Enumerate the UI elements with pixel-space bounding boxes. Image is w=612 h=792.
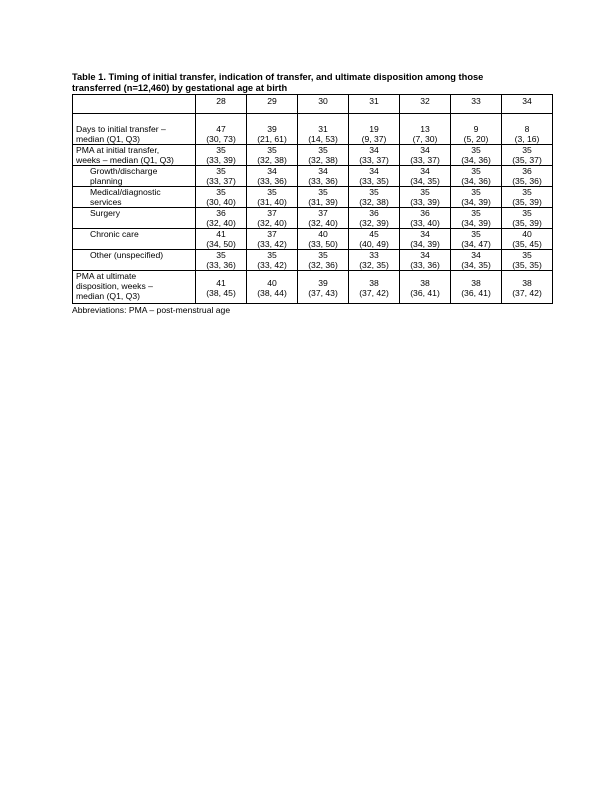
quartile-range: (34, 36) xyxy=(461,155,491,165)
value-cell xyxy=(298,208,349,229)
median-value: 37 xyxy=(318,208,328,218)
median-value: 35 xyxy=(318,145,328,155)
quartile-range: (31, 40) xyxy=(257,197,287,207)
quartile-range: (35, 45) xyxy=(512,239,542,249)
column-header: 30 xyxy=(298,95,349,114)
value-cell xyxy=(298,114,349,145)
table-row xyxy=(73,229,553,250)
quartile-range: (5, 20) xyxy=(463,134,489,144)
row-label-line: Days to initial transfer – xyxy=(76,124,166,134)
value-cell xyxy=(298,271,349,304)
quartile-range: (34, 47) xyxy=(461,239,491,249)
quartile-range: (30, 40) xyxy=(206,197,236,207)
quartile-range: (37, 42) xyxy=(512,288,542,298)
column-header: 34 xyxy=(502,95,553,114)
row-label-cell xyxy=(73,208,196,229)
row-label-cell xyxy=(73,229,196,250)
median-value: 40 xyxy=(522,229,532,239)
quartile-range: (30, 73) xyxy=(206,134,236,144)
median-value: 35 xyxy=(318,250,328,260)
value-cell xyxy=(502,250,553,271)
value-cell xyxy=(400,271,451,304)
value-cell xyxy=(451,187,502,208)
median-value: 34 xyxy=(420,250,430,260)
value-cell xyxy=(502,271,553,304)
value-cell xyxy=(196,114,247,145)
quartile-range: (35, 37) xyxy=(512,155,542,165)
row-label-line: PMA at ultimate xyxy=(76,271,137,281)
table-row xyxy=(73,166,553,187)
document-page xyxy=(72,72,552,316)
median-value: 19 xyxy=(369,124,379,134)
value-cell xyxy=(247,114,298,145)
median-value: 35 xyxy=(267,187,277,197)
quartile-range: (14, 53) xyxy=(308,134,338,144)
row-label-line: disposition, weeks – xyxy=(76,281,153,291)
quartile-range: (37, 43) xyxy=(308,288,338,298)
table-caption-line-1: Table 1. Timing of initial transfer, indication of transfer, and ultimate disposition among those xyxy=(72,72,484,82)
value-cell xyxy=(349,187,400,208)
value-cell xyxy=(349,271,400,304)
table-caption-line-2: transferred (n=12,460) by gestational age at birth xyxy=(72,83,288,93)
value-cell xyxy=(400,187,451,208)
value-cell xyxy=(298,250,349,271)
value-cell xyxy=(451,114,502,145)
value-cell xyxy=(400,208,451,229)
quartile-range: (38, 44) xyxy=(257,288,287,298)
value-cell xyxy=(451,208,502,229)
quartile-range: (32, 38) xyxy=(308,155,338,165)
value-cell xyxy=(400,250,451,271)
median-value: 34 xyxy=(267,166,277,176)
value-cell xyxy=(247,208,298,229)
row-label-line: median (Q1, Q3) xyxy=(76,134,140,144)
quartile-range: (33, 42) xyxy=(257,239,287,249)
value-cell xyxy=(247,250,298,271)
median-value: 40 xyxy=(318,229,328,239)
median-value: 35 xyxy=(267,250,277,260)
value-cell xyxy=(298,145,349,166)
table-row xyxy=(73,145,553,166)
table-row xyxy=(73,187,553,208)
value-cell xyxy=(400,229,451,250)
quartile-range: (35, 36) xyxy=(512,176,542,186)
median-value: 39 xyxy=(318,278,328,288)
value-cell xyxy=(196,229,247,250)
value-cell xyxy=(196,208,247,229)
median-value: 38 xyxy=(420,278,430,288)
quartile-range: (36, 41) xyxy=(461,288,491,298)
quartile-range: (33, 37) xyxy=(206,176,236,186)
data-table xyxy=(72,94,553,304)
quartile-range: (32, 35) xyxy=(359,260,389,270)
value-cell xyxy=(451,250,502,271)
value-cell xyxy=(451,145,502,166)
quartile-range: (33, 36) xyxy=(308,176,338,186)
value-cell xyxy=(400,114,451,145)
quartile-range: (35, 39) xyxy=(512,218,542,228)
column-header: 33 xyxy=(451,95,502,114)
row-label-line: Medical/diagnostic xyxy=(90,187,161,197)
quartile-range: (34, 35) xyxy=(461,260,491,270)
table-caption xyxy=(72,72,552,94)
median-value: 40 xyxy=(267,278,277,288)
value-cell xyxy=(502,145,553,166)
median-value: 35 xyxy=(522,250,532,260)
quartile-range: (32, 40) xyxy=(206,218,236,228)
quartile-range: (33, 40) xyxy=(410,218,440,228)
quartile-range: (36, 41) xyxy=(410,288,440,298)
value-cell xyxy=(247,187,298,208)
quartile-range: (32, 40) xyxy=(308,218,338,228)
table-body xyxy=(73,114,553,304)
quartile-range: (33, 36) xyxy=(410,260,440,270)
quartile-range: (9, 37) xyxy=(361,134,387,144)
header-row xyxy=(73,95,553,114)
value-cell xyxy=(451,229,502,250)
value-cell xyxy=(349,114,400,145)
quartile-range: (32, 40) xyxy=(257,218,287,228)
median-value: 34 xyxy=(369,166,379,176)
quartile-range: (3, 16) xyxy=(514,134,540,144)
quartile-range: (34, 35) xyxy=(410,176,440,186)
median-value: 34 xyxy=(369,145,379,155)
quartile-range: (32, 36) xyxy=(308,260,338,270)
quartile-range: (7, 30) xyxy=(412,134,438,144)
median-value: 45 xyxy=(369,229,379,239)
value-cell xyxy=(298,166,349,187)
row-label-cell xyxy=(73,187,196,208)
value-cell xyxy=(400,166,451,187)
value-cell xyxy=(502,114,553,145)
row-label-cell xyxy=(73,114,196,145)
median-value: 36 xyxy=(522,166,532,176)
median-value: 35 xyxy=(216,250,226,260)
median-value: 36 xyxy=(216,208,226,218)
row-label-line: median (Q1, Q3) xyxy=(76,291,140,301)
quartile-range: (21, 61) xyxy=(257,134,287,144)
quartile-range: (33, 36) xyxy=(257,176,287,186)
median-value: 38 xyxy=(369,278,379,288)
median-value: 35 xyxy=(420,187,430,197)
value-cell xyxy=(502,187,553,208)
quartile-range: (35, 39) xyxy=(512,197,542,207)
row-label-line: planning xyxy=(90,176,123,186)
row-label-line: Other (unspecified) xyxy=(90,250,164,260)
row-label-cell xyxy=(73,250,196,271)
value-cell xyxy=(349,145,400,166)
quartile-range: (32, 38) xyxy=(359,197,389,207)
quartile-range: (31, 39) xyxy=(308,197,338,207)
median-value: 36 xyxy=(420,208,430,218)
median-value: 35 xyxy=(471,166,481,176)
table-row xyxy=(73,208,553,229)
row-label-line: PMA at initial transfer, xyxy=(76,145,160,155)
table-row xyxy=(73,114,553,145)
table-row xyxy=(73,271,553,304)
median-value: 41 xyxy=(216,278,226,288)
quartile-range: (34, 50) xyxy=(206,239,236,249)
quartile-range: (33, 42) xyxy=(257,260,287,270)
quartile-range: (32, 39) xyxy=(359,218,389,228)
value-cell xyxy=(196,145,247,166)
value-cell xyxy=(247,145,298,166)
quartile-range: (34, 36) xyxy=(461,176,491,186)
quartile-range: (34, 39) xyxy=(461,197,491,207)
quartile-range: (33, 36) xyxy=(206,260,236,270)
median-value: 37 xyxy=(267,208,277,218)
row-label-line: services xyxy=(90,197,122,207)
median-value: 35 xyxy=(522,145,532,155)
value-cell xyxy=(349,229,400,250)
median-value: 35 xyxy=(318,187,328,197)
value-cell xyxy=(451,271,502,304)
median-value: 35 xyxy=(369,187,379,197)
median-value: 35 xyxy=(471,187,481,197)
median-value: 35 xyxy=(471,145,481,155)
value-cell xyxy=(349,250,400,271)
row-label-cell xyxy=(73,271,196,304)
median-value: 35 xyxy=(522,208,532,218)
median-value: 38 xyxy=(522,278,532,288)
value-cell xyxy=(196,166,247,187)
row-label-cell xyxy=(73,166,196,187)
value-cell xyxy=(298,229,349,250)
median-value: 34 xyxy=(318,166,328,176)
row-label-line: Growth/discharge xyxy=(90,166,158,176)
value-cell xyxy=(247,166,298,187)
median-value: 35 xyxy=(216,145,226,155)
value-cell xyxy=(451,166,502,187)
median-value: 9 xyxy=(473,124,479,134)
median-value: 31 xyxy=(318,124,328,134)
median-value: 34 xyxy=(420,229,430,239)
quartile-range: (37, 42) xyxy=(359,288,389,298)
median-value: 33 xyxy=(369,250,379,260)
quartile-range: (33, 39) xyxy=(410,197,440,207)
quartile-range: (33, 35) xyxy=(359,176,389,186)
value-cell xyxy=(502,166,553,187)
quartile-range: (38, 45) xyxy=(206,288,236,298)
value-cell xyxy=(196,271,247,304)
value-cell xyxy=(502,208,553,229)
abbreviations-note: Abbreviations: PMA – post-menstrual age xyxy=(72,305,231,315)
row-label-line: Chronic care xyxy=(90,229,139,239)
row-label-cell xyxy=(73,145,196,166)
quartile-range: (40, 49) xyxy=(359,239,389,249)
value-cell xyxy=(196,187,247,208)
column-header: 28 xyxy=(196,95,247,114)
quartile-range: (34, 39) xyxy=(461,218,491,228)
value-cell xyxy=(349,208,400,229)
median-value: 35 xyxy=(471,208,481,218)
median-value: 35 xyxy=(522,187,532,197)
quartile-range: (33, 50) xyxy=(308,239,338,249)
table-row xyxy=(73,250,553,271)
median-value: 34 xyxy=(420,166,430,176)
median-value: 35 xyxy=(216,187,226,197)
column-header: 32 xyxy=(400,95,451,114)
value-cell xyxy=(400,145,451,166)
row-label-line: Surgery xyxy=(90,208,121,218)
quartile-range: (35, 35) xyxy=(512,260,542,270)
value-cell xyxy=(502,229,553,250)
column-header: 31 xyxy=(349,95,400,114)
value-cell xyxy=(247,229,298,250)
median-value: 13 xyxy=(420,124,430,134)
median-value: 8 xyxy=(524,124,530,134)
median-value: 38 xyxy=(471,278,481,288)
value-cell xyxy=(247,271,298,304)
median-value: 34 xyxy=(471,250,481,260)
median-value: 41 xyxy=(216,229,226,239)
value-cell xyxy=(196,250,247,271)
median-value: 36 xyxy=(369,208,379,218)
median-value: 34 xyxy=(420,145,430,155)
column-header: 29 xyxy=(247,95,298,114)
quartile-range: (33, 37) xyxy=(410,155,440,165)
quartile-range: (34, 39) xyxy=(410,239,440,249)
row-label-line: weeks – median (Q1, Q3) xyxy=(76,155,174,165)
value-cell xyxy=(349,166,400,187)
quartile-range: (32, 38) xyxy=(257,155,287,165)
stub-header-cell xyxy=(73,95,196,114)
value-cell xyxy=(298,187,349,208)
quartile-range: (33, 39) xyxy=(206,155,236,165)
median-value: 35 xyxy=(471,229,481,239)
median-value: 47 xyxy=(216,124,226,134)
median-value: 39 xyxy=(267,124,277,134)
median-value: 37 xyxy=(267,229,277,239)
quartile-range: (33, 37) xyxy=(359,155,389,165)
median-value: 35 xyxy=(216,166,226,176)
median-value: 35 xyxy=(267,145,277,155)
